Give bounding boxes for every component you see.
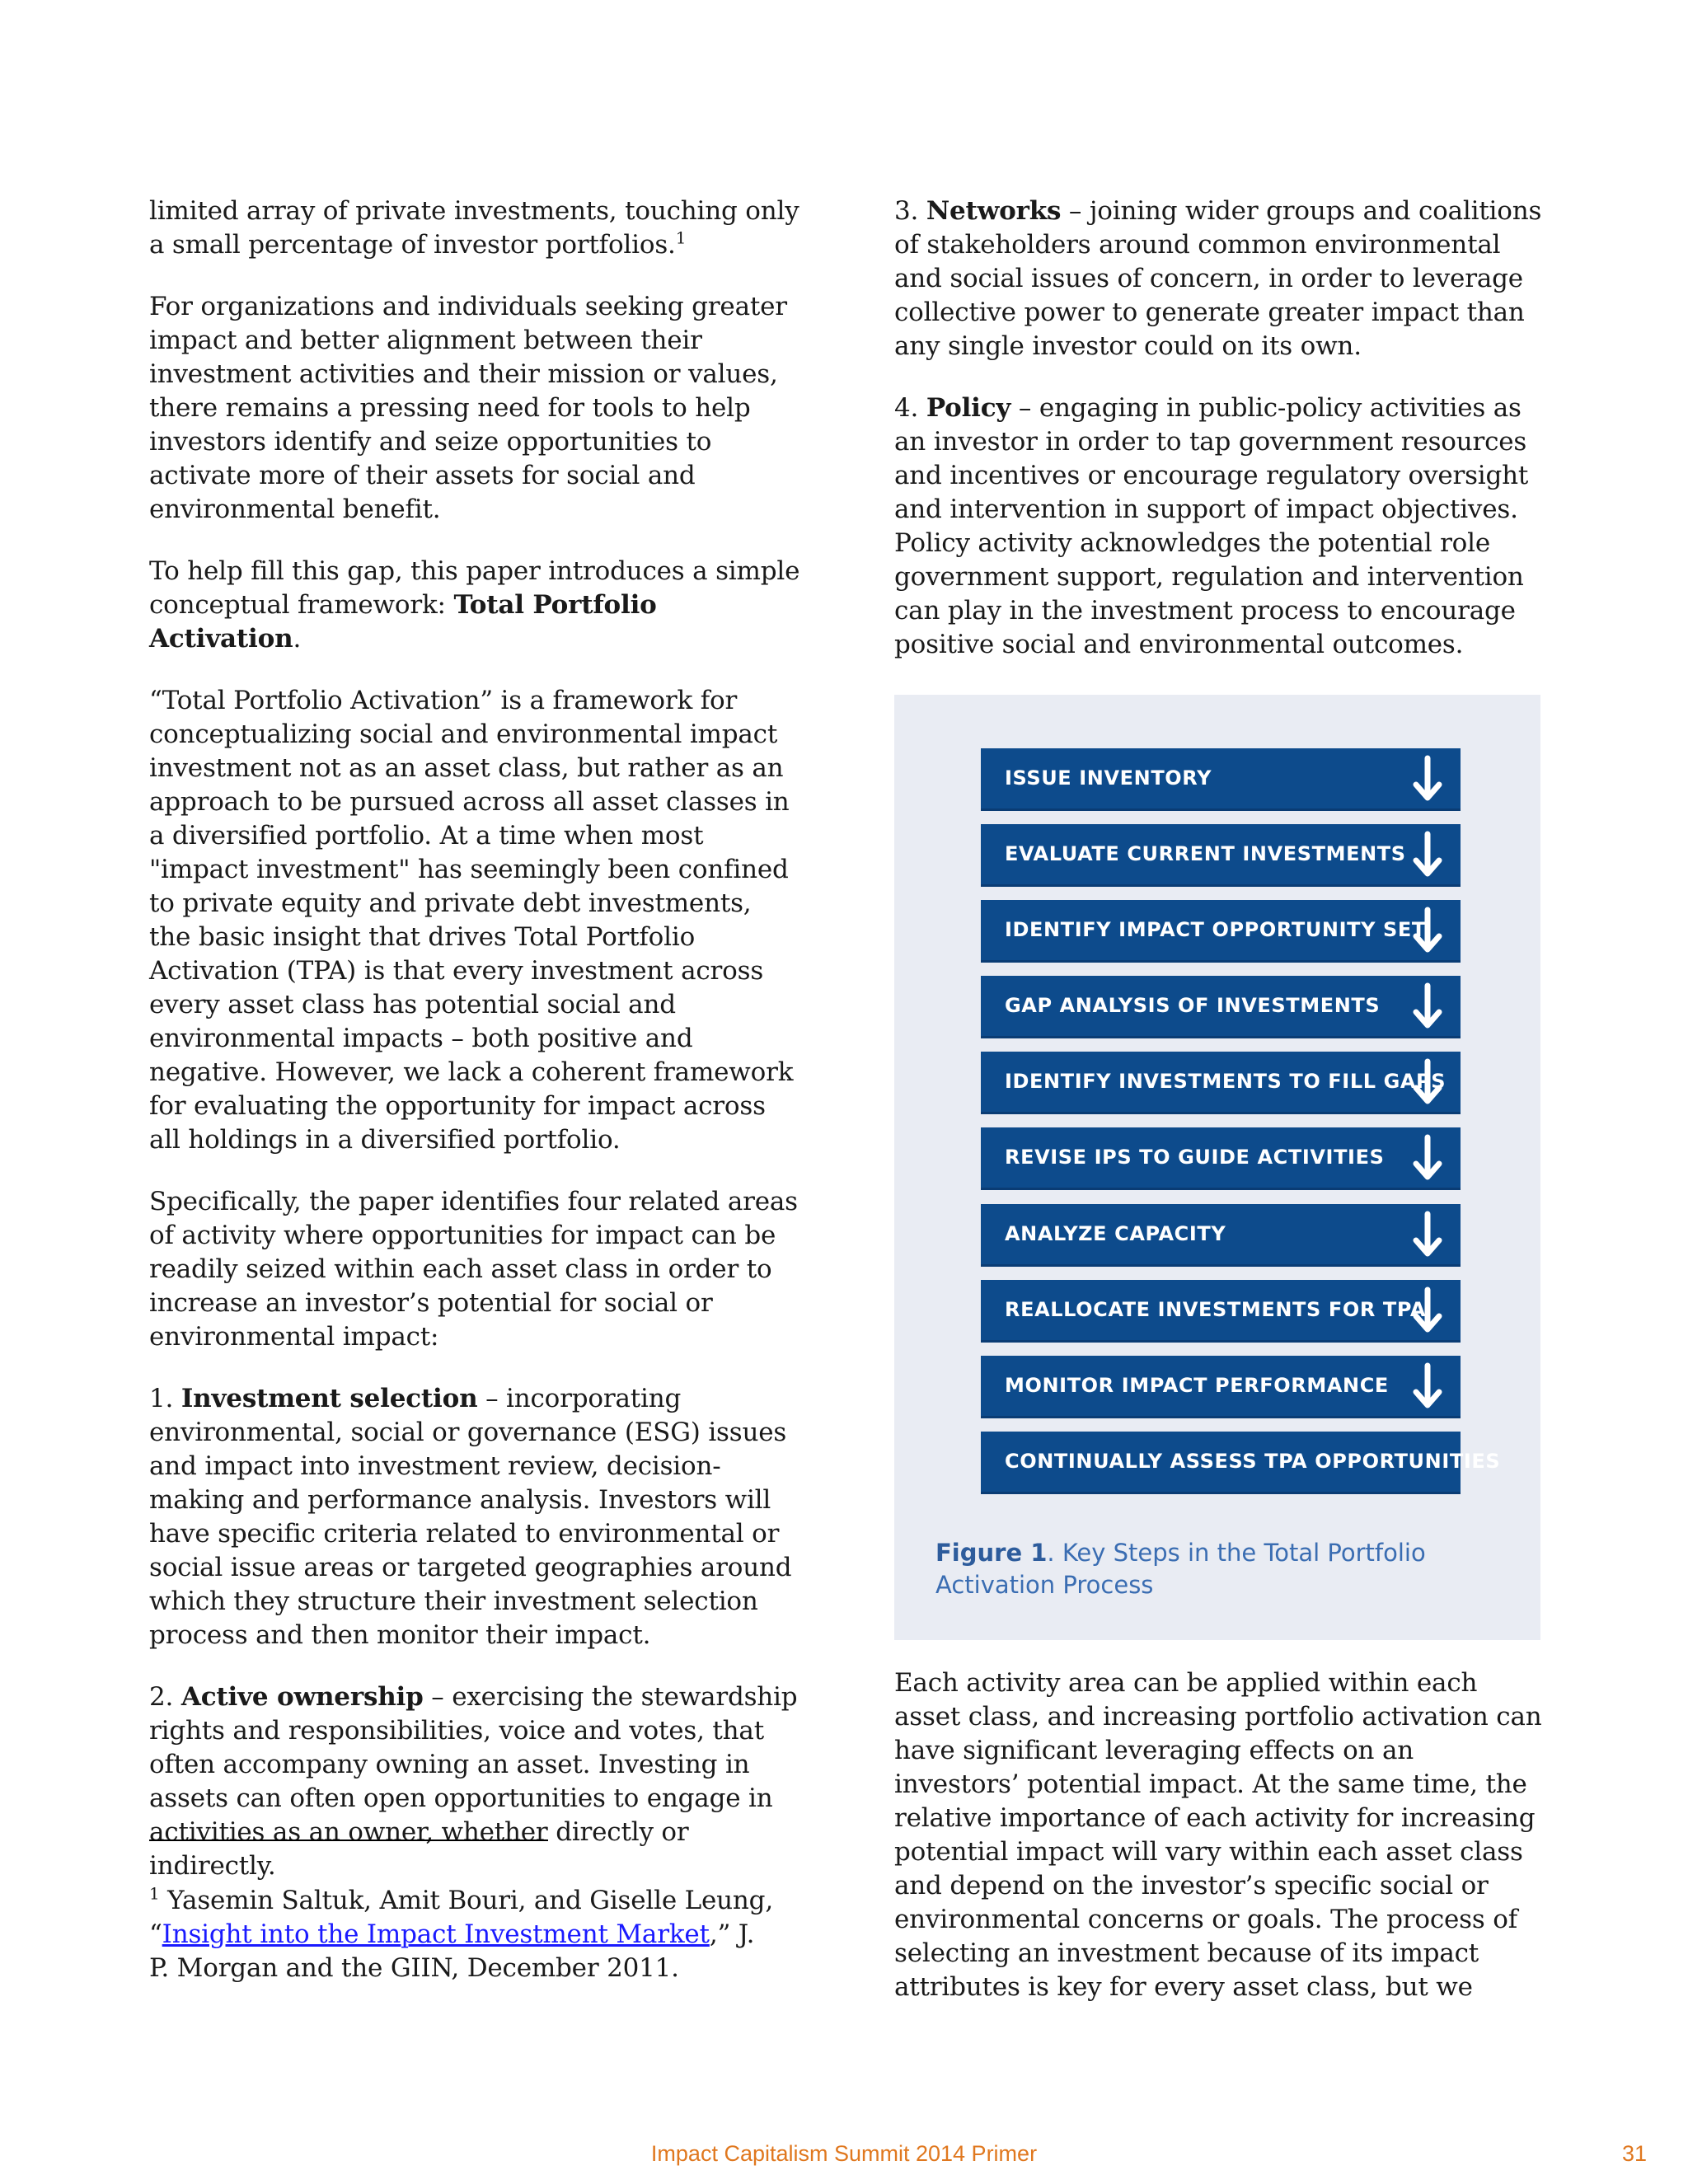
list-item-networks: 3. Networks – joining wider groups and coalitions of stakeholders around common environmental and social issues of concern, in order to leverage collective power to generate greater impact than any single investor could on its own. bbox=[894, 196, 1542, 361]
arrow-down-icon bbox=[1411, 1134, 1444, 1183]
step-box bbox=[981, 900, 1461, 963]
arrow-down-icon bbox=[1411, 1058, 1444, 1108]
list-item-policy: 4. Policy – engaging in public-policy activities as an investor in order to tap government resources and incentives or encourage regulatory oversight and intervention in support of impact objectives. Policy activity acknowledges the potential role government support, regulation and intervention can play in the investment process to encourage positive social and environmental outcomes. bbox=[894, 393, 1529, 659]
arrow-down-icon bbox=[1411, 755, 1444, 804]
step-box bbox=[981, 1432, 1501, 1494]
paragraph-intro-continued: limited array of private investments, touching only a small percentage of investor portfolios.$^1$ bbox=[149, 196, 799, 260]
step-box bbox=[981, 1204, 1461, 1267]
step-box bbox=[981, 748, 1461, 811]
arrow-down-icon bbox=[1411, 1211, 1444, 1260]
paragraph-framework-intro: To help fill this gap, this paper introduces a simple conceptual framework: Total Portfolio Activation. bbox=[149, 556, 800, 654]
arrow-down-icon bbox=[1411, 1286, 1444, 1336]
arrow-down-icon bbox=[1411, 1362, 1444, 1412]
footnote-link[interactable]: Insight into the Impact Investment Market bbox=[162, 1919, 710, 1949]
step-box bbox=[981, 824, 1461, 887]
step-label: EVALUATE CURRENT INVESTMENTS bbox=[1005, 842, 1406, 865]
step-label: REVISE IPS TO GUIDE ACTIVITIES bbox=[1005, 1146, 1385, 1169]
step-label: ANALYZE CAPACITY bbox=[1005, 1222, 1226, 1245]
arrow-down-icon bbox=[1411, 831, 1444, 880]
step-box bbox=[981, 1127, 1461, 1190]
footnote-divider bbox=[149, 1840, 548, 1841]
right-column bbox=[894, 194, 1545, 690]
left-column bbox=[149, 194, 800, 1911]
paragraph-tpa-definition: “Total Portfolio Activation” is a framework for conceptualizing social and environmental impact investment not as an asset class, but rather as an approach to be pursued across all asset classes in a diversified portfolio. At a time when most "impact investment" has seemingly been confined to private equity and private debt investments, the basic insight that drives Total Portfolio Activation (TPA) is that every investment across every asset class has potential social and environmental impacts – both positive and negative. However, we lack a coherent framework for evaluating the opportunity for impact across all holdings in a diversified portfolio. bbox=[149, 686, 794, 1155]
arrow-down-icon bbox=[1411, 982, 1444, 1032]
step-box bbox=[981, 1052, 1461, 1114]
figure-key-steps bbox=[894, 695, 1540, 1640]
paragraph-need: For organizations and individuals seeking greater impact and better alignment between their investment activities and their mission or values, there remains a pressing need for tools to help investors identify and seize opportunities to activate more of their assets for social and environmental benefit. bbox=[149, 292, 787, 524]
step-label: GAP ANALYSIS OF INVESTMENTS bbox=[1005, 994, 1381, 1017]
step-label: ISSUE INVENTORY bbox=[1005, 766, 1212, 790]
paragraph-four-areas: Specifically, the paper identifies four related areas of activity where opportunities for impact can be readily seized within each asset class in order to increase an investor’s potential for social or environmental impact: bbox=[149, 1187, 798, 1352]
figure-caption: Figure 1. Key Steps in the Total Portfolio Activation Process bbox=[935, 1539, 1426, 1599]
list-item-investment-selection: 1. Investment selection – incorporating environmental, social or governance (ESG) issues and impact into investment review, decision-making and performance analysis. Investors will have specific criteria related to environmental or social issue areas or targeted geographies around which they structure their investment selection process and then monitor their impact. bbox=[149, 1384, 792, 1650]
step-label: IDENTIFY INVESTMENTS TO FILL GAPS bbox=[1005, 1070, 1447, 1093]
step-label: REALLOCATE INVESTMENTS FOR TPA bbox=[1005, 1298, 1427, 1321]
footnote: $^1$ Yasemin Saltuk, Amit Bouri, and Giselle Leung, “Insight into the Impact Investment Market,” J. P. Morgan and the GIIN, December 2011. bbox=[149, 1883, 773, 1983]
paragraph-activity-areas: Each activity area can be applied within each asset class, and increasing portfolio activation can have significant leveraging effects on an investors’ potential impact. At the same time, the relative importance of each activity for increasing potential impact will vary within each asset class and depend on the investor’s specific social or environmental concerns or goals. The process of selecting an investment because of its impact attributes is key for every asset class, but we bbox=[894, 1668, 1542, 2002]
step-label: MONITOR IMPACT PERFORMANCE bbox=[1005, 1374, 1389, 1397]
step-box bbox=[981, 976, 1461, 1038]
step-box bbox=[981, 1280, 1461, 1343]
step-box bbox=[981, 1356, 1461, 1418]
step-label: IDENTIFY IMPACT OPPORTUNITY SET bbox=[1005, 918, 1426, 941]
arrow-down-icon bbox=[1411, 907, 1444, 956]
footer-title: Impact Capitalism Summit 2014 Primer bbox=[650, 2141, 1038, 2166]
step-label: CONTINUALLY ASSESS TPA OPPORTUNITIES bbox=[1005, 1450, 1501, 1473]
footnote-reference[interactable]: 1 bbox=[675, 227, 687, 248]
page-number: 31 bbox=[1621, 2141, 1647, 2166]
list-item-active-ownership: 2. Active ownership – exercising the stewardship rights and responsibilities, voice and votes, that often accompany owning an asset. Investing in assets can often open opportunities to engage in activities as an owner, whether directly or indirectly. bbox=[149, 1682, 798, 1881]
